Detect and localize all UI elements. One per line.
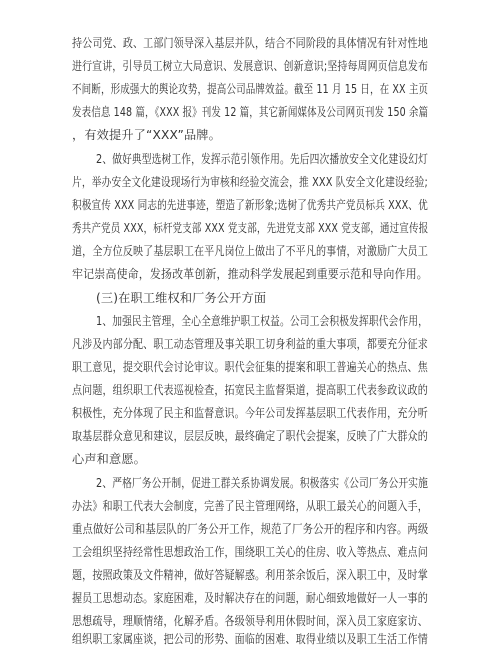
paragraph-line: 点问题，组织职工代表巡视检查，拓宽民主监督渠道，提高职工代表参政议政的 [72, 383, 428, 397]
paragraph-line: 积极宣传 XXX 同志的先进事迹，塑造了新形象;选树了优秀共产党员标兵 XXX、优 [72, 198, 428, 212]
paragraph-line: 职工意见，提交职代会讨论审议。职代会征集的提案和职工普遍关心的热点、焦 [72, 360, 428, 374]
paragraph-line: ，有效提升了“XXX”品牌。 [72, 128, 221, 142]
paragraph-line: 持公司党、政、工部门领导深入基层并队，结合不同阶段的具体情况有针对性地 [72, 36, 428, 50]
paragraph-line: 牢记崇高使命，发扬改革创新，推动科学发展起到重要示范和导向作用。 [72, 267, 428, 281]
paragraph-line: 不间断，形成强大的舆论攻势，提高公司品牌效益。截至 11 月 15 日，在 XX 主页 [72, 82, 429, 96]
paragraph-line: 2、做好典型选树工作，发挥示范引领作用。先后四次播放安全文化建设幻灯 [96, 152, 429, 166]
paragraph-line: 握员工思想动态。家庭困难，及时解决存在的问题，耐心细致地做好一人一事的 [72, 591, 428, 605]
paragraph-line: 凡涉及内部分配、职工动态管理及事关职工切身利益的重大事项，都要充分征求 [72, 337, 428, 351]
paragraph-line: 办法》和职工代表大会制度，完善了民主管理网络，从职工最关心的问题入手， [72, 499, 428, 513]
paragraph-line: 1、加强民主管理，全心全意维护职工权益。公司工会积极发挥职代会作用， [96, 314, 429, 328]
paragraph-line: 发表信息 148 篇，《XXX 报》刊发 12 篇，其它新闻媒体及公司网页刊发 150 余篇 [72, 105, 429, 119]
paragraph-line: 道，全方位反映了基层职工在平凡岗位上做出了不平凡的事情，对激励广大员工 [72, 244, 428, 258]
paragraph-line: 进行宣讲，引导员工树立大局意识、发展意识、创新意识;坚持每周网页信息发布 [72, 59, 429, 73]
section-heading: (三)在职工维权和厂务公开方面 [96, 291, 267, 305]
paragraph-line: 题，按照政策及文件精神，做好答疑解惑。利用茶余饭后，深入职工中，及时掌 [72, 568, 428, 582]
paragraph-line: 重点做好公司和基层队的厂务公开工作，规范了厂务公开的程序和内容。两级 [72, 522, 429, 536]
paragraph-line: 片，举办安全文化建设现场行为审核和经验交流会，推 XXX 队安全文化建设经验; [72, 175, 428, 189]
paragraph-line: 组织职工家属座谈，把公司的形势、面临的困难、取得业绩以及职工生活工作情 [72, 632, 428, 646]
paragraph-line: 思想疏导，理顺情绪，化解矛盾。各级领导利用休假时间，深入员工家庭家访、 [72, 614, 428, 628]
paragraph-line: 心声和意愿。 [72, 452, 147, 466]
paragraph-line: 2、严格厂务公开制，促进工群关系协调发展。积极落实《公司厂务公开实施 [96, 476, 429, 490]
paragraph-line: 工会组织坚持经常性思想政治工作，围绕职工关心的住房、收入等热点、难点问 [72, 545, 428, 559]
paragraph-line: 秀共产党员 XXX，标杆党支部 XXX 党支部，先进党支部 XXX 党支部，通过宣传报 [72, 221, 429, 235]
paragraph-line: 取基层群众意见和建议，层层反映，最终确定了职代会提案，反映了广大群众的 [72, 429, 428, 443]
paragraph-line: 积极性，充分体现了民主和监督意识。今年公司发挥基层职工代表作用，充分听 [72, 406, 428, 420]
